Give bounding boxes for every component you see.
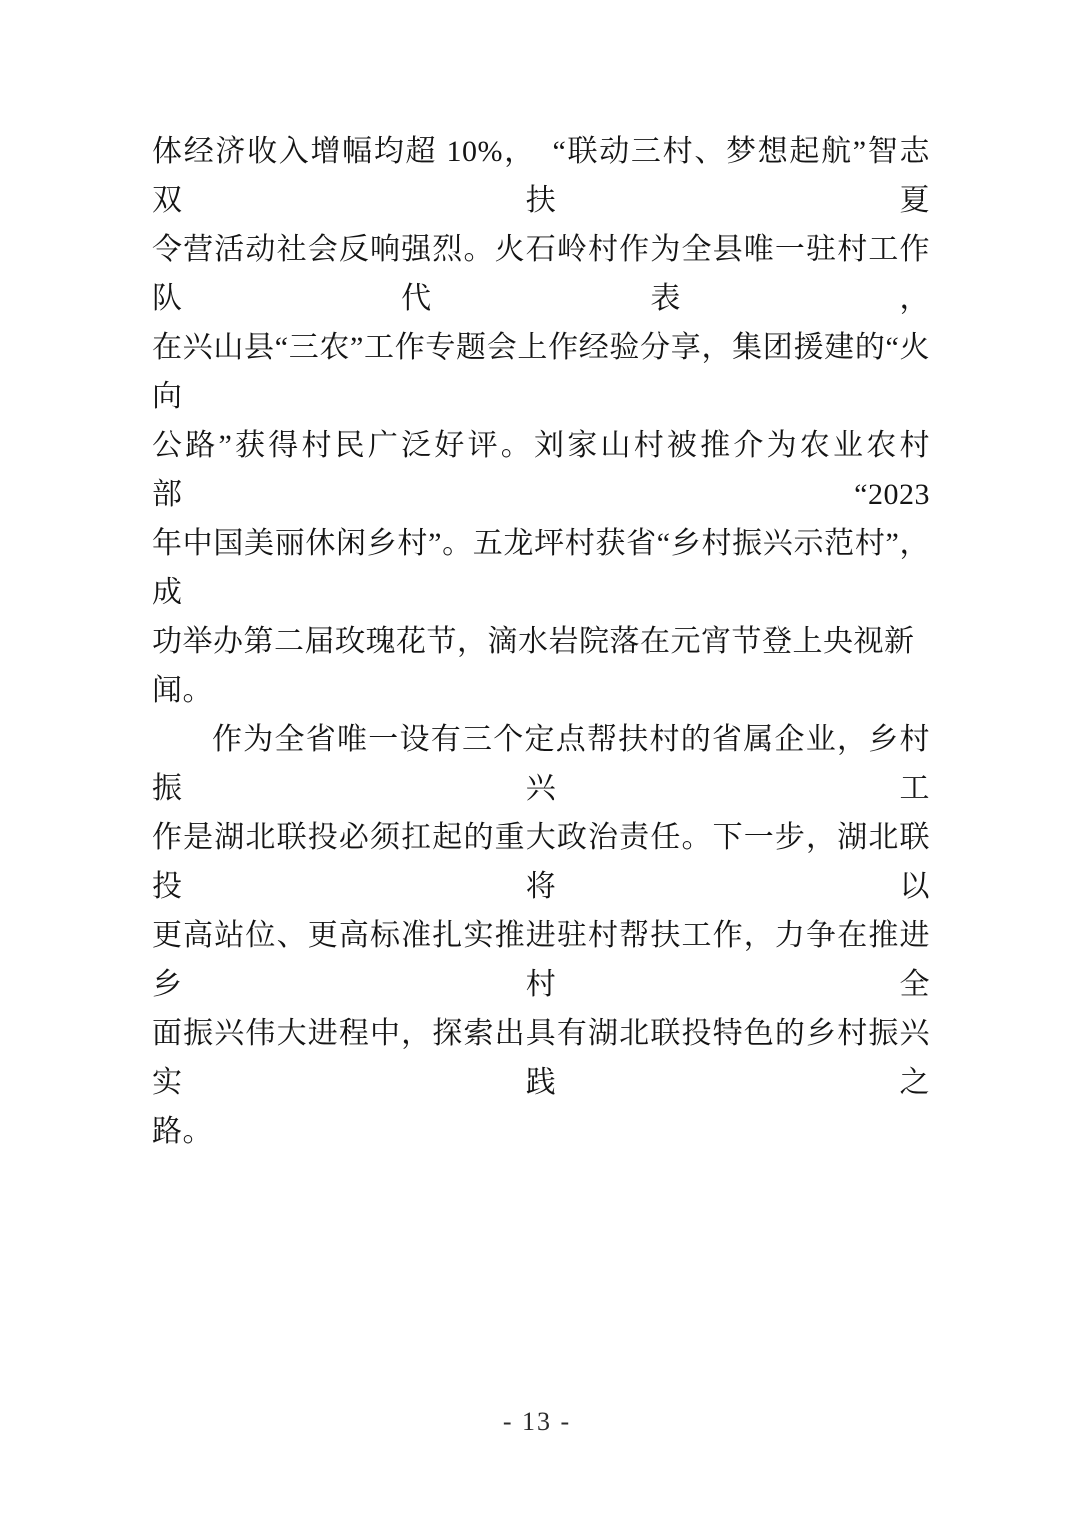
text-line: 公路”获得村民广泛好评。刘家山村被推介为农业农村部“2023 <box>152 429 930 511</box>
paragraph <box>152 715 930 1156</box>
text-line: 年中国美丽休闲乡村”。五龙坪村获省“乡村振兴示范村”，成 <box>152 527 930 609</box>
text-line: 功举办第二届玫瑰花节，滴水岩院落在元宵节登上央视新闻。 <box>152 625 915 707</box>
text-line: 路。 <box>152 1115 213 1148</box>
text-line: 令营活动社会反响强烈。火石岭村作为全县唯一驻村工作队代表， <box>152 233 930 315</box>
paragraph <box>152 127 930 715</box>
text-line: 作为全省唯一设有三个定点帮扶村的省属企业，乡村振兴工 <box>152 723 930 805</box>
text-line: 体经济收入增幅均超 10%， “联动三村、梦想起航”智志双扶夏 <box>152 135 930 217</box>
document-body <box>152 127 930 1156</box>
text-line: 作是湖北联投必须扛起的重大政治责任。下一步，湖北联投将以 <box>152 821 930 903</box>
text-line: 更高站位、更高标准扎实推进驻村帮扶工作，力争在推进乡村全 <box>152 919 930 1001</box>
text-line: 在兴山县“三农”工作专题会上作经验分享，集团援建的“火向 <box>152 331 930 413</box>
text-line: 面振兴伟大进程中，探索出具有湖北联投特色的乡村振兴实践之 <box>152 1017 930 1099</box>
page-number: - 13 - <box>502 1407 572 1436</box>
